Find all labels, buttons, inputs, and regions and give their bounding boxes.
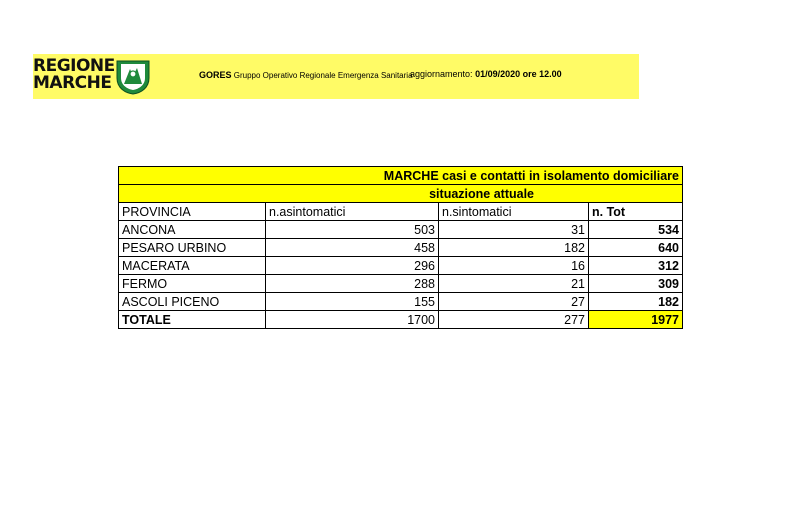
table-total-row [119, 311, 683, 329]
cell-sintomatici: 27 [439, 293, 589, 311]
cell-sintomatici: 16 [439, 257, 589, 275]
col-header-sintomatici: n.sintomatici [439, 203, 589, 221]
table-row [119, 221, 683, 239]
cell-asintomatici: 458 [266, 239, 439, 257]
cell-asintomatici: 288 [266, 275, 439, 293]
col-header-tot: n. Tot [589, 203, 683, 221]
update-label: aggiornamento: [410, 69, 473, 79]
table-title: MARCHE casi e contatti in isolamento domiciliare [119, 167, 683, 185]
total-asintomatici: 1700 [266, 311, 439, 329]
cell-provincia: FERMO [119, 275, 266, 293]
table-row [119, 293, 683, 311]
total-tot: 1977 [589, 311, 683, 329]
cell-asintomatici: 296 [266, 257, 439, 275]
logo-line-1: REGIONE [33, 56, 115, 76]
table-header-row [119, 203, 683, 221]
gores-full-name: Gruppo Operativo Regionale Emergenza Sanitaria [233, 71, 413, 80]
table-row [119, 275, 683, 293]
cell-sintomatici: 31 [439, 221, 589, 239]
cell-tot: 312 [589, 257, 683, 275]
total-sintomatici: 277 [439, 311, 589, 329]
table-subtitle: situazione attuale [119, 185, 683, 203]
region-emblem-icon [114, 58, 152, 95]
cell-tot: 640 [589, 239, 683, 257]
cell-sintomatici: 182 [439, 239, 589, 257]
cell-tot: 309 [589, 275, 683, 293]
isolation-table [118, 166, 683, 329]
table-title-row [119, 167, 683, 185]
gores-abbrev: GORES [199, 70, 232, 80]
total-label: TOTALE [119, 311, 266, 329]
cell-provincia: MACERATA [119, 257, 266, 275]
logo-line-2: MARCHE [33, 73, 112, 93]
cell-provincia: ANCONA [119, 221, 266, 239]
cell-sintomatici: 21 [439, 275, 589, 293]
col-header-asintomatici: n.asintomatici [266, 203, 439, 221]
table-row [119, 257, 683, 275]
cell-provincia: PESARO URBINO [119, 239, 266, 257]
cell-tot: 534 [589, 221, 683, 239]
header-banner [33, 54, 639, 99]
table-row [119, 239, 683, 257]
update-info [410, 69, 562, 79]
cell-asintomatici: 155 [266, 293, 439, 311]
cell-provincia: ASCOLI PICENO [119, 293, 266, 311]
col-header-provincia: PROVINCIA [119, 203, 266, 221]
gores-label [199, 70, 413, 80]
table-subtitle-row [119, 185, 683, 203]
cell-asintomatici: 503 [266, 221, 439, 239]
region-logo-text [33, 58, 115, 92]
cell-tot: 182 [589, 293, 683, 311]
update-date: 01/09/2020 ore 12.00 [475, 69, 562, 79]
